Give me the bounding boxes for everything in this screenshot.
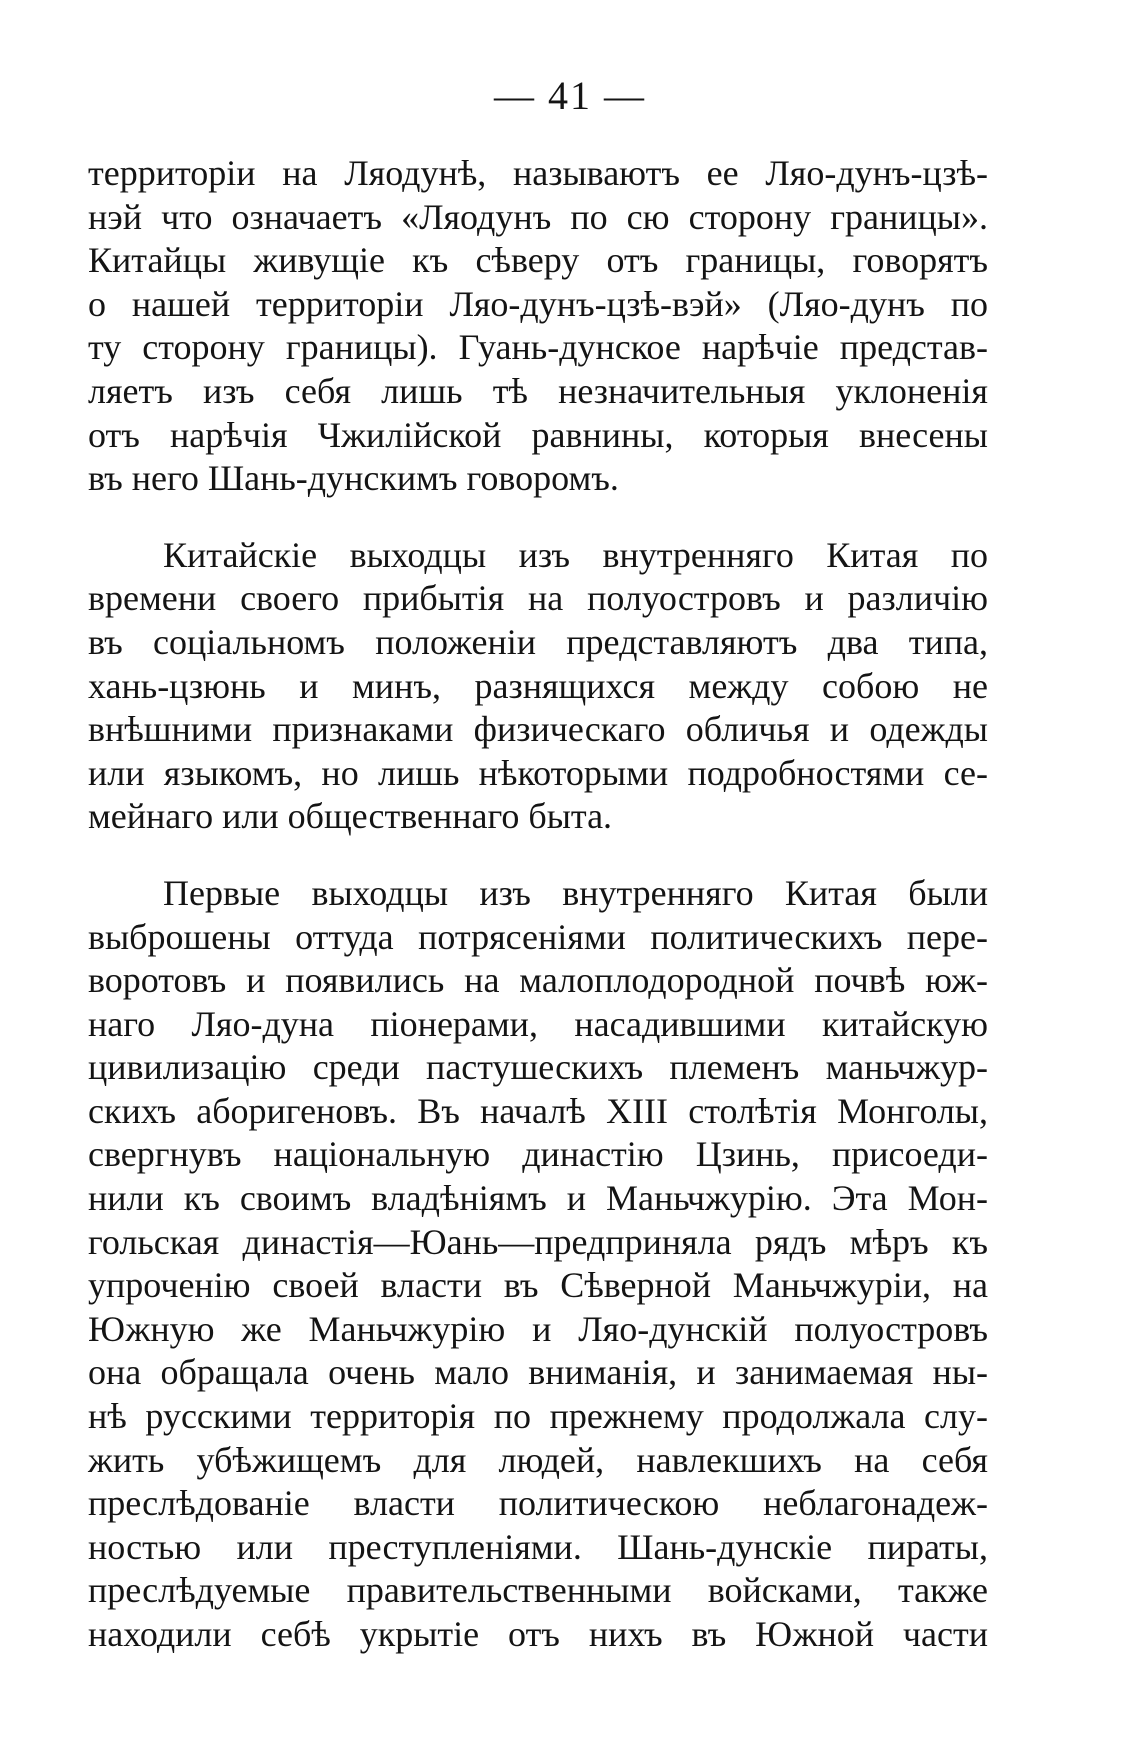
text-line: ту сторону границы). Гуань-дунское нарѣчіе представ-	[88, 327, 988, 368]
text-line: находили себѣ укрытіе отъ нихъ въ Южной части	[88, 1614, 988, 1654]
text-line: воротовъ и появились на малоплодородной почвѣ юж-	[88, 960, 988, 1001]
text-line: мейнаго или общественнаго быта.	[88, 796, 613, 837]
text-line: въ него Шань-дунскимъ говоромъ.	[88, 458, 619, 499]
body-text	[88, 152, 988, 1657]
paragraph	[88, 872, 988, 1657]
text-line: въ соціальномъ положеніи представляютъ два типа,	[88, 621, 988, 662]
text-line: о нашей территоріи Ляо-дунъ-цзѣ-вэй» (Ляо-дунъ по	[88, 283, 988, 324]
text-line: или языкомъ, но лишь нѣкоторыми подробностями се-	[88, 752, 988, 793]
text-line: выброшены оттуда потрясеніями политическихъ пере-	[88, 916, 988, 957]
text-line: свергнувъ національную династію Цзинь, присоеди-	[88, 1134, 988, 1175]
text-line: нѣ русскими территорія по прежнему продолжала слу-	[88, 1396, 988, 1437]
text-line: наго Ляо-дуна піонерами, насадившими китайскую	[88, 1003, 988, 1044]
text-line: она обращала очень мало вниманія, и занимаемая ны-	[88, 1352, 988, 1393]
text-line: ляетъ изъ себя лишь тѣ незначительныя уклоненія	[88, 370, 988, 411]
text-line: нили къ своимъ владѣніямъ и Маньчжурію. Эта Мон-	[88, 1178, 988, 1219]
paragraph	[88, 152, 988, 501]
text-line: скихъ аборигеновъ. Въ началѣ XIII столѣтія Монголы,	[88, 1090, 988, 1131]
text-line: хань-цзюнь и минъ, разнящихся между собою не	[88, 665, 988, 706]
text-line: отъ нарѣчія Чжилійской равнины, которыя внесены	[88, 414, 988, 455]
text-line: гольская династія—Юань—предприняла рядъ мѣръ къ	[88, 1221, 988, 1262]
text-line: преслѣдованіе власти политическою неблагонадеж-	[88, 1483, 988, 1524]
text-line: времени своего прибытія на полуостровъ и различію	[88, 578, 988, 619]
text-line: внѣшними признаками физическаго обличья и одежды	[88, 709, 988, 750]
text-line: преслѣдуемые правительственными войсками, также	[88, 1570, 988, 1611]
page-number: — 41 —	[494, 73, 646, 118]
text-line: цивилизацію среди пастушескихъ племенъ маньчжур-	[88, 1047, 988, 1088]
text-line: нэй что означаетъ «Ляодунъ по сю сторону границы».	[88, 196, 988, 237]
text-line: территоріи на Ляодунѣ, называютъ ее Ляо-дунъ-цзѣ-	[88, 153, 988, 193]
text-line: Первые выходцы изъ внутренняго Китая были	[163, 872, 988, 913]
text-line: жить убѣжищемъ для людей, навлекшихъ на себя	[88, 1439, 988, 1480]
paragraph	[88, 534, 988, 839]
text-line: ностью или преступленіями. Шань-дунскіе пираты,	[88, 1526, 988, 1567]
text-line: Китайцы живущіе къ сѣверу отъ границы, говорятъ	[88, 240, 988, 281]
text-line: упроченію своей власти въ Сѣверной Маньчжуріи, на	[88, 1265, 988, 1306]
text-line: Китайскіе выходцы изъ внутренняго Китая по	[163, 534, 988, 575]
text-line: Южную же Маньчжурію и Ляо-дунскій полуостровъ	[88, 1308, 988, 1349]
